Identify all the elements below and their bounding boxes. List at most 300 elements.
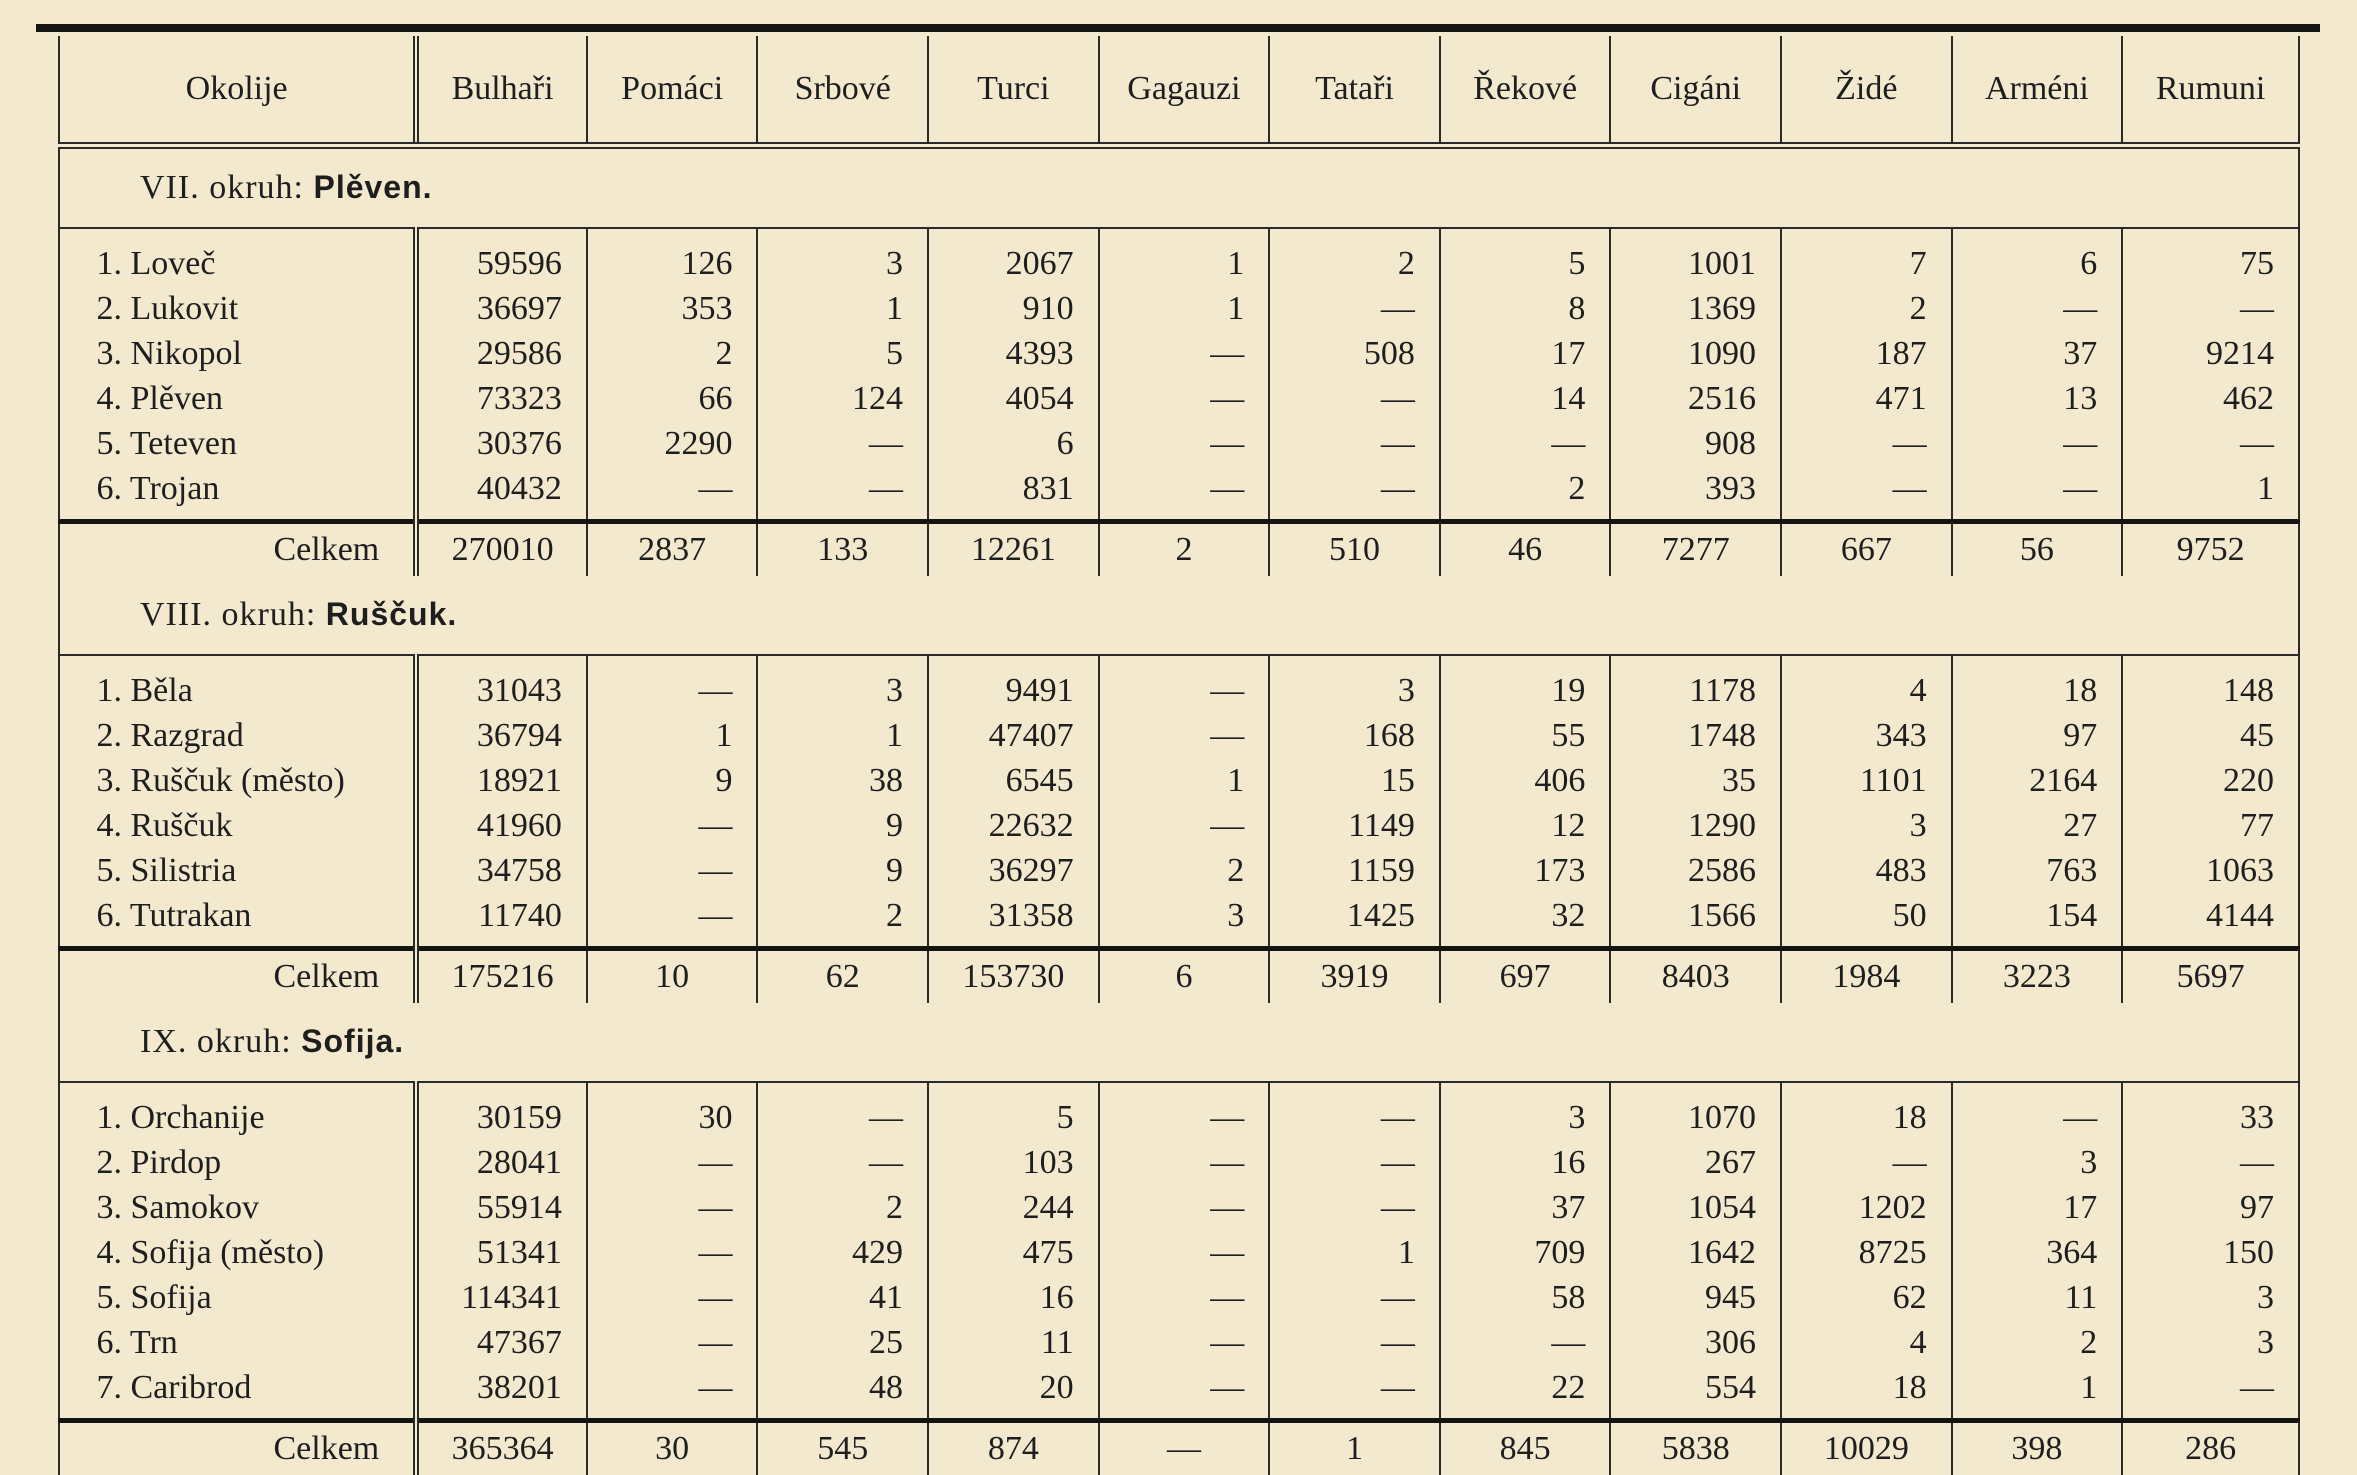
value-cell: 22632 xyxy=(928,803,1099,848)
total-value: 1 xyxy=(1269,1421,1440,1475)
value-cell: 9 xyxy=(587,758,758,803)
value-cell: 11 xyxy=(1952,1275,2123,1320)
value-cell: — xyxy=(1269,1140,1440,1185)
value-cell: 2164 xyxy=(1952,758,2123,803)
total-value: 3919 xyxy=(1269,949,1440,1004)
value-cell: 220 xyxy=(2122,758,2299,803)
value-cell: 2 xyxy=(1952,1320,2123,1365)
value-cell: 31358 xyxy=(928,893,1099,949)
table-row xyxy=(59,713,2299,758)
district-name: Sofija (město) xyxy=(131,1234,325,1271)
value-cell: 28041 xyxy=(416,1140,587,1185)
value-cell: 148 xyxy=(2122,655,2299,713)
value-cell: — xyxy=(1099,803,1270,848)
total-value: 6 xyxy=(1099,949,1270,1004)
value-cell: — xyxy=(1099,421,1270,466)
value-cell: 1090 xyxy=(1610,331,1781,376)
district-name: Teteven xyxy=(130,425,237,462)
value-cell: 16 xyxy=(928,1275,1099,1320)
value-cell: 8725 xyxy=(1781,1230,1952,1275)
district-name: Ruščuk (město) xyxy=(131,762,345,799)
value-cell: 429 xyxy=(757,1230,928,1275)
value-cell: — xyxy=(1099,655,1270,713)
district-cell xyxy=(59,1185,416,1230)
value-cell: — xyxy=(587,1185,758,1230)
value-cell: 7 xyxy=(1781,228,1952,286)
column-header: Okolije xyxy=(59,36,416,146)
value-cell: — xyxy=(587,1230,758,1275)
row-number: 6. xyxy=(82,897,122,935)
value-cell: 38201 xyxy=(416,1365,587,1421)
value-cell: — xyxy=(1099,331,1270,376)
district-name: Lukovit xyxy=(131,290,239,327)
total-row xyxy=(59,1421,2299,1475)
value-cell: 3 xyxy=(757,228,928,286)
value-cell: 36794 xyxy=(416,713,587,758)
value-cell: — xyxy=(757,421,928,466)
value-cell: 1 xyxy=(757,713,928,758)
value-cell: 554 xyxy=(1610,1365,1781,1421)
district-cell xyxy=(59,421,416,466)
value-cell: — xyxy=(1269,1082,1440,1140)
value-cell: 150 xyxy=(2122,1230,2299,1275)
value-cell: — xyxy=(1269,376,1440,421)
total-value: 845 xyxy=(1440,1421,1611,1475)
total-label: Celkem xyxy=(59,949,416,1004)
total-value: 46 xyxy=(1440,522,1611,577)
value-cell: 55 xyxy=(1440,713,1611,758)
value-cell: — xyxy=(587,1365,758,1421)
value-cell: — xyxy=(1440,421,1611,466)
value-cell: — xyxy=(1099,1230,1270,1275)
value-cell: 1178 xyxy=(1610,655,1781,713)
value-cell: 6 xyxy=(928,421,1099,466)
value-cell: 5 xyxy=(1440,228,1611,286)
district-cell xyxy=(59,466,416,522)
district-cell xyxy=(59,1140,416,1185)
value-cell: 27 xyxy=(1952,803,2123,848)
section-prefix: IX. okruh: xyxy=(140,1023,292,1060)
value-cell: 17 xyxy=(1440,331,1611,376)
row-number: 1. xyxy=(82,672,122,710)
value-cell: — xyxy=(1269,466,1440,522)
value-cell: 5 xyxy=(928,1082,1099,1140)
table-row xyxy=(59,228,2299,286)
value-cell: 1159 xyxy=(1269,848,1440,893)
value-cell: 1 xyxy=(1099,758,1270,803)
district-name: Razgrad xyxy=(131,717,244,754)
value-cell: — xyxy=(1781,421,1952,466)
value-cell: 16 xyxy=(1440,1140,1611,1185)
row-number: 1. xyxy=(82,245,122,283)
value-cell: 19 xyxy=(1440,655,1611,713)
value-cell: 4 xyxy=(1781,1320,1952,1365)
value-cell: 62 xyxy=(1781,1275,1952,1320)
value-cell: 9 xyxy=(757,848,928,893)
column-header: Řekové xyxy=(1440,36,1611,146)
value-cell: 353 xyxy=(587,286,758,331)
total-value: 175216 xyxy=(416,949,587,1004)
value-cell: 126 xyxy=(587,228,758,286)
row-number: 4. xyxy=(82,1234,122,1272)
value-cell: 483 xyxy=(1781,848,1952,893)
district-cell xyxy=(59,803,416,848)
row-number: 1. xyxy=(82,1099,122,1137)
header-row xyxy=(59,36,2299,146)
table-row xyxy=(59,1185,2299,1230)
value-cell: — xyxy=(1099,713,1270,758)
value-cell: 41 xyxy=(757,1275,928,1320)
value-cell: 33 xyxy=(2122,1082,2299,1140)
value-cell: 75 xyxy=(2122,228,2299,286)
value-cell: 48 xyxy=(757,1365,928,1421)
top-rule xyxy=(36,24,2320,32)
value-cell: 1 xyxy=(2122,466,2299,522)
value-cell: 3 xyxy=(1099,893,1270,949)
value-cell: — xyxy=(1269,1320,1440,1365)
value-cell: 47367 xyxy=(416,1320,587,1365)
column-header: Židé xyxy=(1781,36,1952,146)
value-cell: 1290 xyxy=(1610,803,1781,848)
value-cell: 908 xyxy=(1610,421,1781,466)
column-header: Cigáni xyxy=(1610,36,1781,146)
value-cell: 1 xyxy=(757,286,928,331)
row-number: 3. xyxy=(82,1189,122,1227)
table-row xyxy=(59,331,2299,376)
table-row xyxy=(59,655,2299,713)
total-value: 10 xyxy=(587,949,758,1004)
total-value: 30 xyxy=(587,1421,758,1475)
row-number: 2. xyxy=(82,717,122,755)
table-row xyxy=(59,286,2299,331)
column-header: Arméni xyxy=(1952,36,2123,146)
section-prefix: VIII. okruh: xyxy=(140,596,316,633)
column-header: Bulhaři xyxy=(416,36,587,146)
total-value: 874 xyxy=(928,1421,1099,1475)
total-value: 545 xyxy=(757,1421,928,1475)
value-cell: 34758 xyxy=(416,848,587,893)
value-cell: 17 xyxy=(1952,1185,2123,1230)
section-heading-row xyxy=(59,1003,2299,1082)
value-cell: 30159 xyxy=(416,1082,587,1140)
value-cell: 11740 xyxy=(416,893,587,949)
district-name: Sofija xyxy=(131,1279,212,1316)
value-cell: — xyxy=(1099,1140,1270,1185)
value-cell: — xyxy=(1099,1275,1270,1320)
district-name: Pirdop xyxy=(131,1144,222,1181)
value-cell: 1149 xyxy=(1269,803,1440,848)
district-cell xyxy=(59,758,416,803)
value-cell: 306 xyxy=(1610,1320,1781,1365)
value-cell: 763 xyxy=(1952,848,2123,893)
value-cell: 2 xyxy=(1269,228,1440,286)
value-cell: 50 xyxy=(1781,893,1952,949)
value-cell: — xyxy=(1099,466,1270,522)
value-cell: 103 xyxy=(928,1140,1099,1185)
value-cell: 14 xyxy=(1440,376,1611,421)
value-cell: — xyxy=(2122,1365,2299,1421)
district-cell xyxy=(59,655,416,713)
row-number: 3. xyxy=(82,335,122,373)
district-name: Tutrakan xyxy=(130,897,252,934)
total-value: 7277 xyxy=(1610,522,1781,577)
value-cell: 25 xyxy=(757,1320,928,1365)
row-number: 2. xyxy=(82,290,122,328)
table-header xyxy=(59,36,2299,146)
table-row xyxy=(59,1365,2299,1421)
value-cell: — xyxy=(757,466,928,522)
value-cell: 244 xyxy=(928,1185,1099,1230)
value-cell: 9 xyxy=(757,803,928,848)
value-cell: 36297 xyxy=(928,848,1099,893)
value-cell: 36697 xyxy=(416,286,587,331)
value-cell: 831 xyxy=(928,466,1099,522)
value-cell: — xyxy=(2122,1140,2299,1185)
table-row xyxy=(59,1230,2299,1275)
total-value: 153730 xyxy=(928,949,1099,1004)
row-number: 7. xyxy=(82,1369,122,1407)
value-cell: 406 xyxy=(1440,758,1611,803)
value-cell: — xyxy=(1440,1320,1611,1365)
table-row xyxy=(59,1082,2299,1140)
value-cell: — xyxy=(587,1275,758,1320)
value-cell: — xyxy=(587,1140,758,1185)
value-cell: 41960 xyxy=(416,803,587,848)
value-cell: 114341 xyxy=(416,1275,587,1320)
value-cell: 2290 xyxy=(587,421,758,466)
section-name: Ruščuk. xyxy=(326,596,457,632)
value-cell: 30376 xyxy=(416,421,587,466)
value-cell: 3 xyxy=(1440,1082,1611,1140)
total-value: 2 xyxy=(1099,522,1270,577)
district-cell xyxy=(59,713,416,758)
section-name: Sofija. xyxy=(301,1023,404,1059)
value-cell: 3 xyxy=(1781,803,1952,848)
value-cell: — xyxy=(1781,466,1952,522)
value-cell: — xyxy=(1781,1140,1952,1185)
value-cell: 1054 xyxy=(1610,1185,1781,1230)
value-cell: 6545 xyxy=(928,758,1099,803)
total-value: 667 xyxy=(1781,522,1952,577)
value-cell: — xyxy=(1099,1320,1270,1365)
total-value: 286 xyxy=(2122,1421,2299,1475)
value-cell: 13 xyxy=(1952,376,2123,421)
district-cell xyxy=(59,1365,416,1421)
total-value: 5838 xyxy=(1610,1421,1781,1475)
value-cell: 2516 xyxy=(1610,376,1781,421)
value-cell: — xyxy=(2122,286,2299,331)
row-number: 5. xyxy=(82,1279,122,1317)
section-heading xyxy=(59,576,2299,655)
value-cell: 6 xyxy=(1952,228,2123,286)
total-label: Celkem xyxy=(59,1421,416,1475)
value-cell: 59596 xyxy=(416,228,587,286)
row-number: 5. xyxy=(82,425,122,463)
total-value: 133 xyxy=(757,522,928,577)
district-name: Trojan xyxy=(130,470,219,507)
value-cell: 18 xyxy=(1781,1365,1952,1421)
district-cell xyxy=(59,228,416,286)
row-number: 2. xyxy=(82,1144,122,1182)
value-cell: 22 xyxy=(1440,1365,1611,1421)
row-number: 5. xyxy=(82,852,122,890)
value-cell: 2 xyxy=(757,893,928,949)
value-cell: 462 xyxy=(2122,376,2299,421)
value-cell: 1 xyxy=(587,713,758,758)
table-row xyxy=(59,1275,2299,1320)
district-name: Běla xyxy=(131,672,193,709)
district-name: Samokov xyxy=(131,1189,259,1226)
value-cell: 2586 xyxy=(1610,848,1781,893)
column-header: Turci xyxy=(928,36,1099,146)
table-row xyxy=(59,848,2299,893)
value-cell: 32 xyxy=(1440,893,1611,949)
total-value: 510 xyxy=(1269,522,1440,577)
row-number: 3. xyxy=(82,762,122,800)
value-cell: 18 xyxy=(1781,1082,1952,1140)
value-cell: 2 xyxy=(1440,466,1611,522)
value-cell: 97 xyxy=(2122,1185,2299,1230)
total-value: 56 xyxy=(1952,522,2123,577)
district-cell xyxy=(59,848,416,893)
district-name: Silistria xyxy=(131,852,237,889)
value-cell: 11 xyxy=(928,1320,1099,1365)
total-value: 9752 xyxy=(2122,522,2299,577)
value-cell: 12 xyxy=(1440,803,1611,848)
row-number: 4. xyxy=(82,380,122,418)
value-cell: 1748 xyxy=(1610,713,1781,758)
value-cell: 9214 xyxy=(2122,331,2299,376)
district-name: Caribrod xyxy=(131,1369,252,1406)
value-cell: 37 xyxy=(1440,1185,1611,1230)
value-cell: 58 xyxy=(1440,1275,1611,1320)
total-value: 365364 xyxy=(416,1421,587,1475)
value-cell: — xyxy=(1952,421,2123,466)
value-cell: 5 xyxy=(757,331,928,376)
district-cell xyxy=(59,1082,416,1140)
total-label: Celkem xyxy=(59,522,416,577)
value-cell: — xyxy=(1269,1275,1440,1320)
value-cell: 364 xyxy=(1952,1230,2123,1275)
value-cell: 1425 xyxy=(1269,893,1440,949)
value-cell: 35 xyxy=(1610,758,1781,803)
value-cell: 1063 xyxy=(2122,848,2299,893)
value-cell: — xyxy=(1269,1185,1440,1230)
total-value: 1984 xyxy=(1781,949,1952,1004)
table-row xyxy=(59,421,2299,466)
value-cell: — xyxy=(1269,1365,1440,1421)
total-value: — xyxy=(1099,1421,1270,1475)
value-cell: 945 xyxy=(1610,1275,1781,1320)
district-cell xyxy=(59,376,416,421)
value-cell: — xyxy=(587,655,758,713)
value-cell: 31043 xyxy=(416,655,587,713)
value-cell: — xyxy=(1269,421,1440,466)
value-cell: — xyxy=(1099,376,1270,421)
value-cell: 15 xyxy=(1269,758,1440,803)
district-name: Orchanije xyxy=(131,1099,265,1136)
district-name: Trn xyxy=(130,1324,178,1361)
value-cell: 3 xyxy=(2122,1275,2299,1320)
value-cell: 1 xyxy=(1099,286,1270,331)
total-value: 2837 xyxy=(587,522,758,577)
district-name: Ruščuk xyxy=(131,807,233,844)
total-value: 10029 xyxy=(1781,1421,1952,1475)
value-cell: — xyxy=(1099,1185,1270,1230)
value-cell: — xyxy=(1269,286,1440,331)
district-name: Plěven xyxy=(131,380,224,417)
value-cell: 55914 xyxy=(416,1185,587,1230)
column-header: Tataři xyxy=(1269,36,1440,146)
value-cell: — xyxy=(1952,286,2123,331)
value-cell: 3 xyxy=(1952,1140,2123,1185)
total-value: 398 xyxy=(1952,1421,2123,1475)
value-cell: 1566 xyxy=(1610,893,1781,949)
value-cell: 2 xyxy=(1099,848,1270,893)
value-cell: 77 xyxy=(2122,803,2299,848)
district-cell xyxy=(59,1230,416,1275)
value-cell: 1 xyxy=(1269,1230,1440,1275)
value-cell: 173 xyxy=(1440,848,1611,893)
value-cell: 9491 xyxy=(928,655,1099,713)
section-heading-row xyxy=(59,576,2299,655)
column-header: Gagauzi xyxy=(1099,36,1270,146)
value-cell: 168 xyxy=(1269,713,1440,758)
value-cell: 1101 xyxy=(1781,758,1952,803)
value-cell: 40432 xyxy=(416,466,587,522)
value-cell: 8 xyxy=(1440,286,1611,331)
total-value: 5697 xyxy=(2122,949,2299,1004)
table-row xyxy=(59,893,2299,949)
value-cell: 37 xyxy=(1952,331,2123,376)
value-cell: 267 xyxy=(1610,1140,1781,1185)
total-row xyxy=(59,949,2299,1004)
value-cell: 910 xyxy=(928,286,1099,331)
total-value: 12261 xyxy=(928,522,1099,577)
value-cell: 2 xyxy=(587,331,758,376)
value-cell: 124 xyxy=(757,376,928,421)
value-cell: — xyxy=(587,1320,758,1365)
table-row xyxy=(59,1320,2299,1365)
value-cell: 475 xyxy=(928,1230,1099,1275)
value-cell: 1 xyxy=(1952,1365,2123,1421)
value-cell: — xyxy=(1099,1365,1270,1421)
total-row xyxy=(59,522,2299,577)
value-cell: 3 xyxy=(2122,1320,2299,1365)
district-cell xyxy=(59,893,416,949)
total-value: 270010 xyxy=(416,522,587,577)
district-cell xyxy=(59,286,416,331)
section-heading xyxy=(59,1003,2299,1082)
row-number: 6. xyxy=(82,1324,122,1362)
table-row xyxy=(59,376,2299,421)
value-cell: 3 xyxy=(1269,655,1440,713)
value-cell: 393 xyxy=(1610,466,1781,522)
total-value: 62 xyxy=(757,949,928,1004)
table-body xyxy=(59,146,2299,1475)
row-number: 6. xyxy=(82,470,122,508)
district-cell xyxy=(59,1275,416,1320)
value-cell: — xyxy=(587,466,758,522)
value-cell: 1 xyxy=(1099,228,1270,286)
table-row xyxy=(59,1140,2299,1185)
value-cell: 30 xyxy=(587,1082,758,1140)
value-cell: 4144 xyxy=(2122,893,2299,949)
value-cell: — xyxy=(1952,1082,2123,1140)
table-row xyxy=(59,803,2299,848)
column-header: Pomáci xyxy=(587,36,758,146)
value-cell: 1001 xyxy=(1610,228,1781,286)
